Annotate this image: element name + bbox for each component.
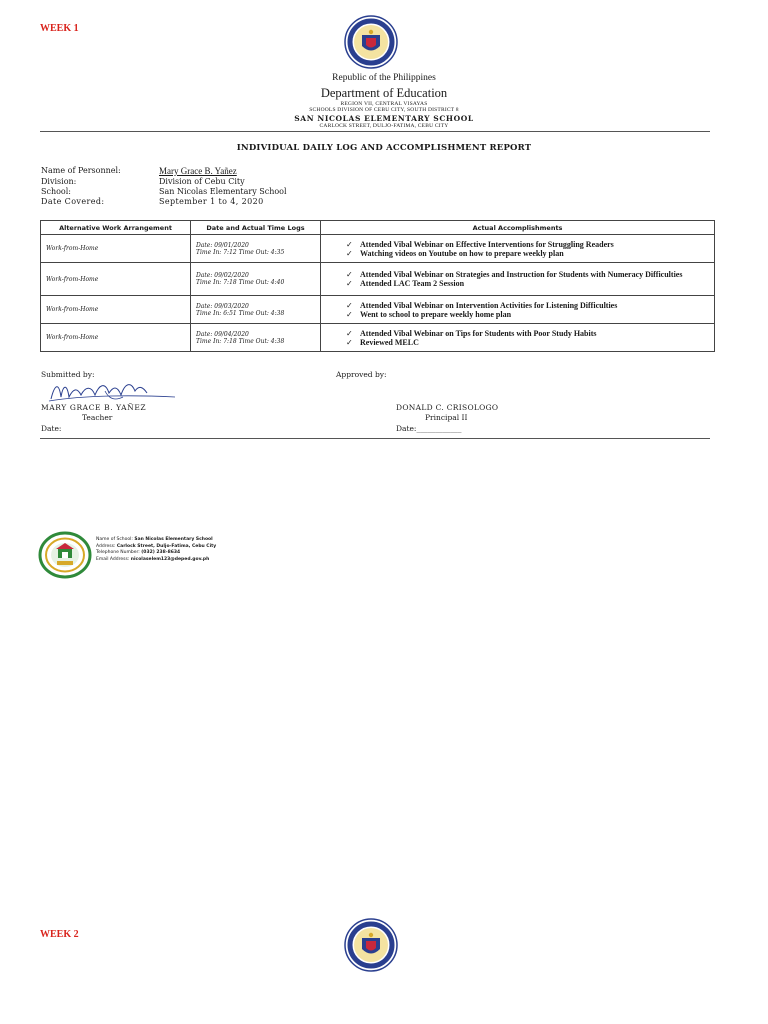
accomplishment-item: ✓ Attended Vibal Webinar on Strategies and Instruction for Students with Numeracy Difficulties [346, 270, 709, 279]
accomplishment-list [326, 240, 709, 258]
footer-address-value: Carlock Street, Duljo-Fatima, Cebu City [116, 543, 217, 549]
header-divider [40, 131, 710, 132]
accomplishment-item: ✓ Watching videos on Youtube on how to prepare weekly plan [346, 249, 709, 258]
accomplishment-table [40, 220, 715, 352]
week-2-label: WEEK 2 [40, 929, 79, 940]
time-text: Time In: 6:51 Time Out: 4:38 [196, 309, 285, 317]
date-label-left: Date: [41, 424, 62, 433]
report-title: INDIVIDUAL DAILY LOG AND ACCOMPLISHMENT REPORT [236, 143, 532, 153]
accomplishments-cell [321, 235, 715, 263]
submitted-name: MARY GRACE B. YAÑEZ [41, 403, 147, 412]
footer-school-label: Name of School: [96, 537, 133, 542]
accomplishment-item: ✓ Attended Vibal Webinar on Intervention Activities for Listening Difficulties [346, 301, 709, 310]
table-row [41, 296, 715, 324]
footer-phone-label: Telephone Number: [96, 550, 140, 556]
footer-address-label: Address: [96, 543, 116, 549]
republic-text: Republic of the Philippines [332, 73, 436, 83]
time-text: Time In: 7:18 Time Out: 4:40 [196, 279, 285, 286]
date-time-cell [191, 263, 321, 296]
field-value: San Nicolas Elementary School [159, 187, 287, 196]
time-text: Time In: 7:12 Time Out: 4:35 [196, 248, 285, 256]
department-text: Department of Education [320, 86, 448, 100]
accomplishment-item: ✓ Reviewed MELC [346, 338, 709, 347]
field-value: Mary Grace B. Yañez [159, 166, 237, 176]
field-label: Date Covered: [41, 197, 105, 206]
accomplishment-list [326, 301, 709, 319]
approved-name: DONALD C. CRISOLOGO [396, 403, 499, 412]
accomplishment-item: ✓ Attended Vibal Webinar on Effective Interventions for Struggling Readers [346, 240, 709, 249]
column-header: Date and Actual Time Logs [191, 221, 321, 235]
table-row [41, 263, 715, 296]
field-label: Name of Personnel: [41, 166, 121, 175]
field-value: Division of Cebu City [159, 177, 245, 186]
table-row [41, 324, 715, 352]
accomplishment-list [326, 270, 709, 288]
column-header: Actual Accomplishments [321, 221, 715, 235]
handwritten-signature-icon [45, 377, 180, 405]
date-text: Date: 09/03/2020 [196, 302, 249, 310]
submitted-by-label: Submitted by: [41, 370, 95, 379]
accomplishments-cell [321, 324, 715, 352]
date-time-cell [191, 324, 321, 352]
date-text: Date: 09/01/2020 [196, 241, 249, 249]
deped-seal-icon [344, 15, 398, 69]
table-header-row [41, 221, 715, 235]
submitted-title: Teacher [82, 413, 113, 422]
field-value: September 1 to 4, 2020 [159, 197, 264, 206]
accomplishments-cell [321, 296, 715, 324]
week-1-label: WEEK 1 [40, 23, 79, 34]
arrangement-cell: Work-from-Home [41, 235, 191, 263]
division-text: SCHOOLS DIVISION OF CEBU CITY, SOUTH DISTRICT 8 [309, 107, 459, 113]
footer-phone-line [96, 550, 216, 557]
arrangement-cell: Work-from-Home [41, 296, 191, 324]
school-address-header: CARLOCK STREET, DULJO-FATIMA, CEBU CITY [319, 123, 449, 129]
date-time-cell [191, 296, 321, 324]
time-text: Time In: 7:18 Time Out: 4:38 [196, 337, 285, 345]
footer-school-line [96, 537, 216, 544]
school-logo-icon [38, 531, 92, 579]
school-name-header: SAN NICOLAS ELEMENTARY SCHOOL [294, 114, 474, 123]
region-text: REGION VII, CENTRAL VISAYAS [340, 101, 428, 107]
date-text: Date: 09/02/2020 [196, 272, 249, 279]
footer-email-label: Email Address: [96, 556, 130, 562]
footer-email-line [96, 557, 216, 564]
accomplishment-item: ✓ Went to school to prepare weekly home plan [346, 310, 709, 319]
date-label-right: Date:____________ [396, 424, 462, 433]
signature-divider [40, 438, 710, 439]
field-label: School: [41, 187, 71, 196]
arrangement-cell: Work-from-Home [41, 324, 191, 352]
accomplishment-list [326, 329, 709, 347]
column-header: Alternative Work Arrangement [41, 221, 191, 235]
footer-phone-value: (032) 238-8634 [141, 550, 181, 556]
approved-title: Principal II [425, 413, 468, 422]
date-text: Date: 09/04/2020 [196, 330, 249, 338]
approved-by-label: Approved by: [336, 370, 387, 379]
deped-seal-icon [344, 918, 398, 972]
accomplishments-cell [321, 263, 715, 296]
date-time-cell [191, 235, 321, 263]
table-row [41, 235, 715, 263]
footer-school-value: San Nicolas Elementary School [134, 537, 213, 542]
field-label: Division: [41, 177, 77, 186]
accomplishment-item: ✓ Attended LAC Team 2 Session [346, 279, 709, 288]
footer-contact-block [96, 537, 216, 563]
arrangement-cell: Work-from-Home [41, 263, 191, 296]
accomplishment-item: ✓ Attended Vibal Webinar on Tips for Students with Poor Study Habits [346, 329, 709, 338]
footer-email-value: nicolaselem123@deped.gov.ph [130, 556, 210, 562]
